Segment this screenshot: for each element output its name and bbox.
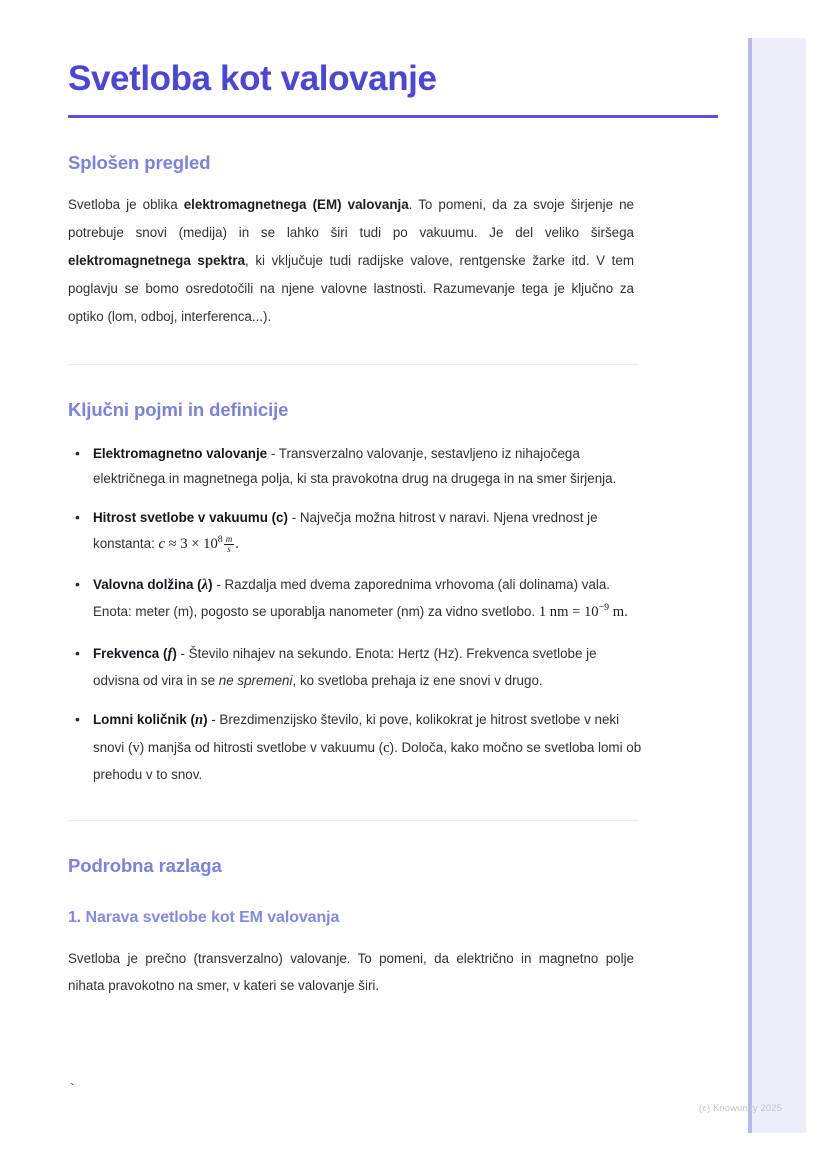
term-description: - Transverzalno valovanje, sestavljeno iz nihajočega električnega in magnetnega polja, ki sta pravokotna drug na drugega in na smer širjenja.: [93, 445, 617, 487]
list-item: [93, 441, 643, 491]
term-emphasis-italic: ne spremeni: [218, 673, 293, 689]
term-symbol-n: n: [194, 712, 204, 729]
term-description-b: , ko svetloba prehaja iz ene snovi v drugo.: [292, 673, 543, 689]
overview-text-1: Svetloba je oblika: [68, 197, 184, 213]
term-label-prefix: Valovna dolžina (: [93, 576, 202, 592]
term-label-prefix: Lomni količnik (: [93, 712, 195, 728]
math-exponent: 8: [217, 533, 223, 545]
math-times-sign: ×: [191, 535, 200, 552]
term-label-suffix: ): [208, 576, 213, 592]
math-approx-sign: ≈: [168, 535, 177, 552]
list-item: [93, 572, 643, 627]
footer-copyright: (c) Knowunity 2025: [698, 1103, 782, 1114]
math-coefficient: 3: [180, 535, 188, 552]
math-var-v: v: [132, 739, 140, 756]
term-label: Hitrost svetlobe v vakuumu (c): [93, 510, 288, 526]
math-frac-denominator: s: [224, 544, 235, 554]
term-label-suffix: ): [172, 645, 177, 661]
section-divider-2: [68, 820, 638, 821]
key-terms-list: [68, 441, 643, 788]
detailed-paragraph: Svetloba je prečno (transverzalno) valovanje. To pomeni, da električno in magnetno polje nihata pravokotno na smer, v kateri se valovanje širi.: [68, 950, 634, 994]
page-title: Svetloba kot valovanje: [68, 59, 437, 98]
math-var-c: c: [383, 739, 390, 756]
stray-backtick-glyph: `: [68, 1082, 77, 1098]
math-base: 10: [584, 604, 599, 621]
term-description-a: - Število nihajev na sekundo. Enota: Hertz (Hz). Frekvenca svetlobe je odvisna od vira in se: [93, 645, 597, 689]
term-symbol-f: f: [167, 645, 173, 662]
math-nanometer: [539, 604, 628, 620]
list-item: [93, 641, 643, 694]
math-fraction-units: [224, 535, 235, 554]
math-one: 1: [538, 604, 547, 621]
term-label-suffix: ): [203, 712, 208, 728]
math-var-c: c: [158, 535, 165, 552]
list-item: [93, 505, 643, 558]
math-trailing-period: .: [235, 535, 239, 552]
overview-text-3: , ki vključuje tudi radijske valove, rentgenske žarke itd. V tem poglavju se bomo osredotočili na njene valovne lastnosti. Razumevanje tega je ključno za optiko (lom, odboj, interferenca...).: [68, 253, 634, 324]
math-equals-sign: =: [572, 604, 581, 621]
math-unit-m: m: [612, 604, 625, 621]
term-symbol-lambda: λ: [201, 576, 209, 593]
section-heading-detailed: Podrobna razlaga: [68, 855, 222, 877]
section-heading-key-terms: Ključni pojmi in definicije: [68, 398, 289, 420]
math-speed-of-light: [158, 533, 239, 555]
overview-bold-2: elektromagnetnega spektra: [68, 253, 246, 269]
math-trailing-period: .: [624, 604, 628, 621]
term-description-c: ). Določa, kako močno se svetloba lomi ob prehodu v to snov.: [93, 739, 642, 783]
term-label-prefix: Frekvenca (: [93, 645, 168, 661]
overview-text-2: . To pomeni, da za svoje širjenje ne potrebuje snovi (medija) in se lahko širi tudi po vakuumu. Je del veliko širšega: [68, 197, 634, 241]
math-exponent: −9: [598, 602, 610, 614]
section-heading-overview: Splošen pregled: [68, 152, 211, 174]
math-unit-nm: nm: [549, 604, 569, 621]
subsection-heading-nature-of-light: 1. Narava svetlobe kot EM valovanja: [68, 908, 340, 926]
term-label: Elektromagnetno valovanje: [93, 445, 268, 461]
term-description: - Največja možna hitrost v naravi. Njena vrednost je konstanta:: [93, 510, 598, 551]
title-underline-rule: [68, 115, 718, 118]
overview-bold-1: elektromagnetnega (EM) valovanja: [183, 197, 409, 213]
math-frac-numerator: m: [225, 534, 233, 545]
term-description-b: ) manjša od hitrosti svetlobe v vakuumu (: [139, 739, 384, 755]
list-item: [93, 707, 643, 787]
overview-paragraph: [68, 191, 634, 330]
term-description: - Razdalja med dvema zaporednima vrhovoma (ali dolinama) vala. Enota: meter (m), pogosto se uporablja nanometer (nm) za vidno svetlobo.: [93, 576, 611, 620]
section-divider-1: [68, 364, 638, 365]
term-description-a: - Brezdimenzijsko število, ki pove, kolikokrat je hitrost svetlobe v neki snovi (: [93, 712, 620, 755]
math-base: 10: [203, 535, 218, 552]
